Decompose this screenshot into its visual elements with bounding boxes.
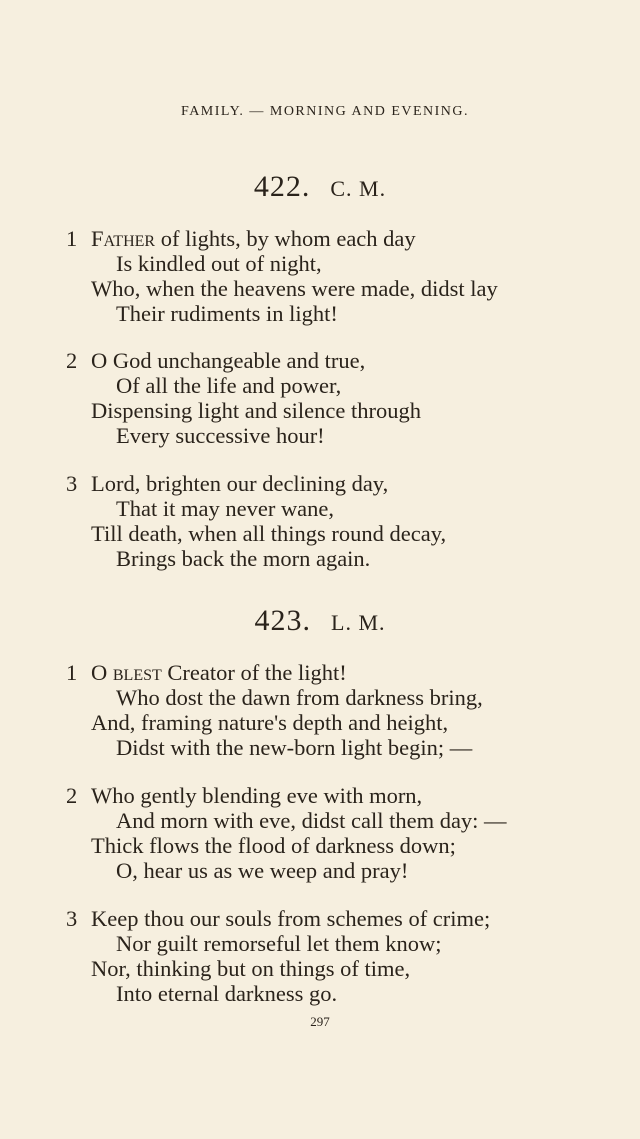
hymn-number: 422. (253, 170, 311, 203)
running-header: FAMILY. — MORNING AND EVENING. (180, 104, 470, 119)
first-word: Father (91, 226, 156, 251)
stanza-number: 2 (66, 783, 78, 808)
verse-line: Of all the life and power, (116, 373, 342, 398)
verse-line: And, framing nature's depth and height, (91, 710, 449, 735)
verse-line: Nor, thinking but on things of time, (91, 956, 411, 981)
verse-line: Who gently blending eve with morn, (91, 783, 423, 808)
verse-line: And morn with eve, didst call them day: — (116, 808, 507, 833)
hymn-423-stanza-1 (66, 660, 626, 760)
verse-line: Is kindled out of night, (116, 251, 322, 276)
first-line-rest: Creator of the light! (161, 660, 347, 685)
verse-line: Didst with the new-born light begin; — (116, 735, 473, 760)
verse-line: Every successive hour! (116, 423, 325, 448)
verse-line: Thick flows the flood of darkness down; (91, 833, 456, 858)
verse-line: Keep thou our souls from schemes of crime; (91, 906, 491, 931)
verse-line: Into eternal darkness go. (116, 981, 338, 1006)
verse-line: Who, when the heavens were made, didst lay (91, 276, 498, 301)
hymn-423-title (0, 604, 640, 638)
stanza-number: 1 (66, 226, 78, 251)
hymn-meter: C. M. (330, 176, 387, 201)
first-word: O blest (91, 660, 162, 685)
verse-line: Brings back the morn again. (116, 546, 371, 571)
stanza-number: 3 (66, 906, 78, 931)
stanza-number: 3 (66, 471, 78, 496)
verse-line: Till death, when all things round decay, (91, 521, 447, 546)
verse-line: Lord, brighten our declining day, (91, 471, 389, 496)
stanza-number: 2 (66, 348, 78, 373)
verse-line: O God unchangeable and true, (91, 348, 366, 373)
verse-line: Dispensing light and silence through (91, 398, 421, 423)
hymn-423-stanza-2 (66, 783, 626, 883)
hymn-number: 423. (254, 604, 311, 637)
stanza-number: 1 (66, 660, 78, 685)
verse-line: O, hear us as we weep and pray! (116, 858, 409, 883)
first-line-rest: of lights, by whom each day (155, 226, 416, 251)
verse-line: Who dost the dawn from darkness bring, (116, 685, 483, 710)
verse-line: That it may never wane, (116, 496, 335, 521)
verse-line: Nor guilt remorseful let them know; (116, 931, 442, 956)
hymn-422-stanza-1 (66, 226, 626, 326)
hymn-422-title (0, 170, 640, 204)
hymn-423-stanza-3 (66, 906, 626, 1006)
hymn-422-stanza-2 (66, 348, 626, 448)
verse-line: Their rudiments in light! (116, 301, 338, 326)
hymn-meter: L. M. (331, 610, 386, 635)
hymn-422-stanza-3 (66, 471, 626, 571)
page-number: 297 (310, 1014, 330, 1029)
